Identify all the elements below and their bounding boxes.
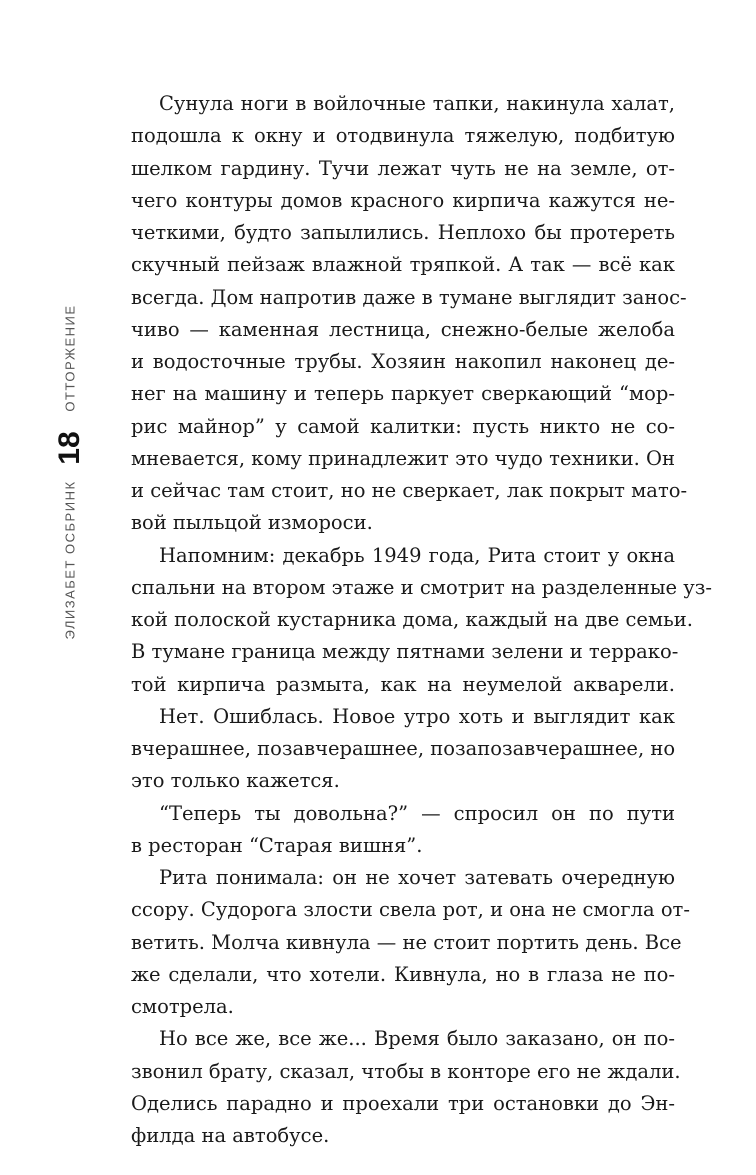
text-line: чего контуры домов красного кирпича кажутся не- xyxy=(131,188,675,212)
text-line: филда на автобусе. xyxy=(131,1124,330,1147)
text-line: той кирпича размыта, как на неумелой акварели. xyxy=(131,672,675,696)
text-line: это только кажется. xyxy=(131,769,340,793)
text-line: “Теперь ты довольна?” — спросил он по пути xyxy=(159,801,675,825)
running-head-title: ОТТОРЖЕНИЕ xyxy=(62,304,78,412)
text-line: вчерашнее, позавчерашнее, позапозавчерашнее, но xyxy=(131,737,676,760)
text-line: рис майнор” у самой калитки: пусть никто не со- xyxy=(131,414,675,438)
text-line: Оделись парадно и проехали три остановки до Эн- xyxy=(131,1091,675,1115)
text-line: Сунула ноги в войлочные тапки, накинула халат, xyxy=(159,92,675,115)
text-line: и водосточные трубы. Хозяин накопил наконец де- xyxy=(131,350,675,373)
page-number: 18 xyxy=(53,431,86,465)
text-line: Нет. Ошиблась. Новое утро хоть и выглядит как xyxy=(159,704,675,728)
text-line: нег на машину и теперь паркует сверкающий “мор- xyxy=(131,382,675,406)
text-line: ветить. Молча кивнула — не стоит портить день. Все xyxy=(131,930,682,954)
text-line: смотрела. xyxy=(131,995,234,1018)
text-line: чиво — каменная лестница, снежно-белые желоба xyxy=(131,317,675,341)
text-line: звонил брату, сказал, чтобы в конторе его не ждали. xyxy=(131,1059,681,1083)
running-head-author: ЭЛИЗАБЕТ ОСБРИНК xyxy=(62,480,78,640)
text-line: спальни на втором этаже и смотрит на разделенные уз- xyxy=(131,575,712,599)
text-line: шелком гардину. Тучи лежат чуть не на земле, от- xyxy=(131,156,675,180)
text-line: подошла к окну и отодвинула тяжелую, подбитую xyxy=(131,124,675,148)
text-line: кой полоской кустарника дома, каждый на две семьи. xyxy=(131,608,693,631)
text-line: Но все же, все же... Время было заказано, он по- xyxy=(159,1027,675,1051)
text-line: мневается, кому принадлежит это чудо техники. Он xyxy=(131,446,675,470)
text-line: и сейчас там стоит, но не сверкает, лак покрыт мато- xyxy=(131,479,688,502)
text-line: вой пыльцой измороси. xyxy=(131,511,373,535)
text-line: Напомним: декабрь 1949 года, Рита стоит у окна xyxy=(159,543,675,567)
text-line: ссору. Судорога злости свела рот, и она не смогла от- xyxy=(131,898,690,922)
text-line: в ресторан “Старая вишня”. xyxy=(131,833,423,857)
text-line: же сделали, что хотели. Кивнула, но в глаза не по- xyxy=(131,962,675,986)
text-line: скучный пейзаж влажной тряпкой. А так — всё как xyxy=(131,253,675,277)
text-line: всегда. Дом напротив даже в тумане выглядит занос- xyxy=(131,285,687,309)
body-text xyxy=(131,88,712,1152)
text-line: четкими, будто запылились. Неплохо бы протереть xyxy=(131,221,675,244)
text-line: Рита понимала: он не хочет затевать очередную xyxy=(159,866,675,889)
text-line: В тумане граница между пятнами зелени и террако- xyxy=(131,640,679,664)
